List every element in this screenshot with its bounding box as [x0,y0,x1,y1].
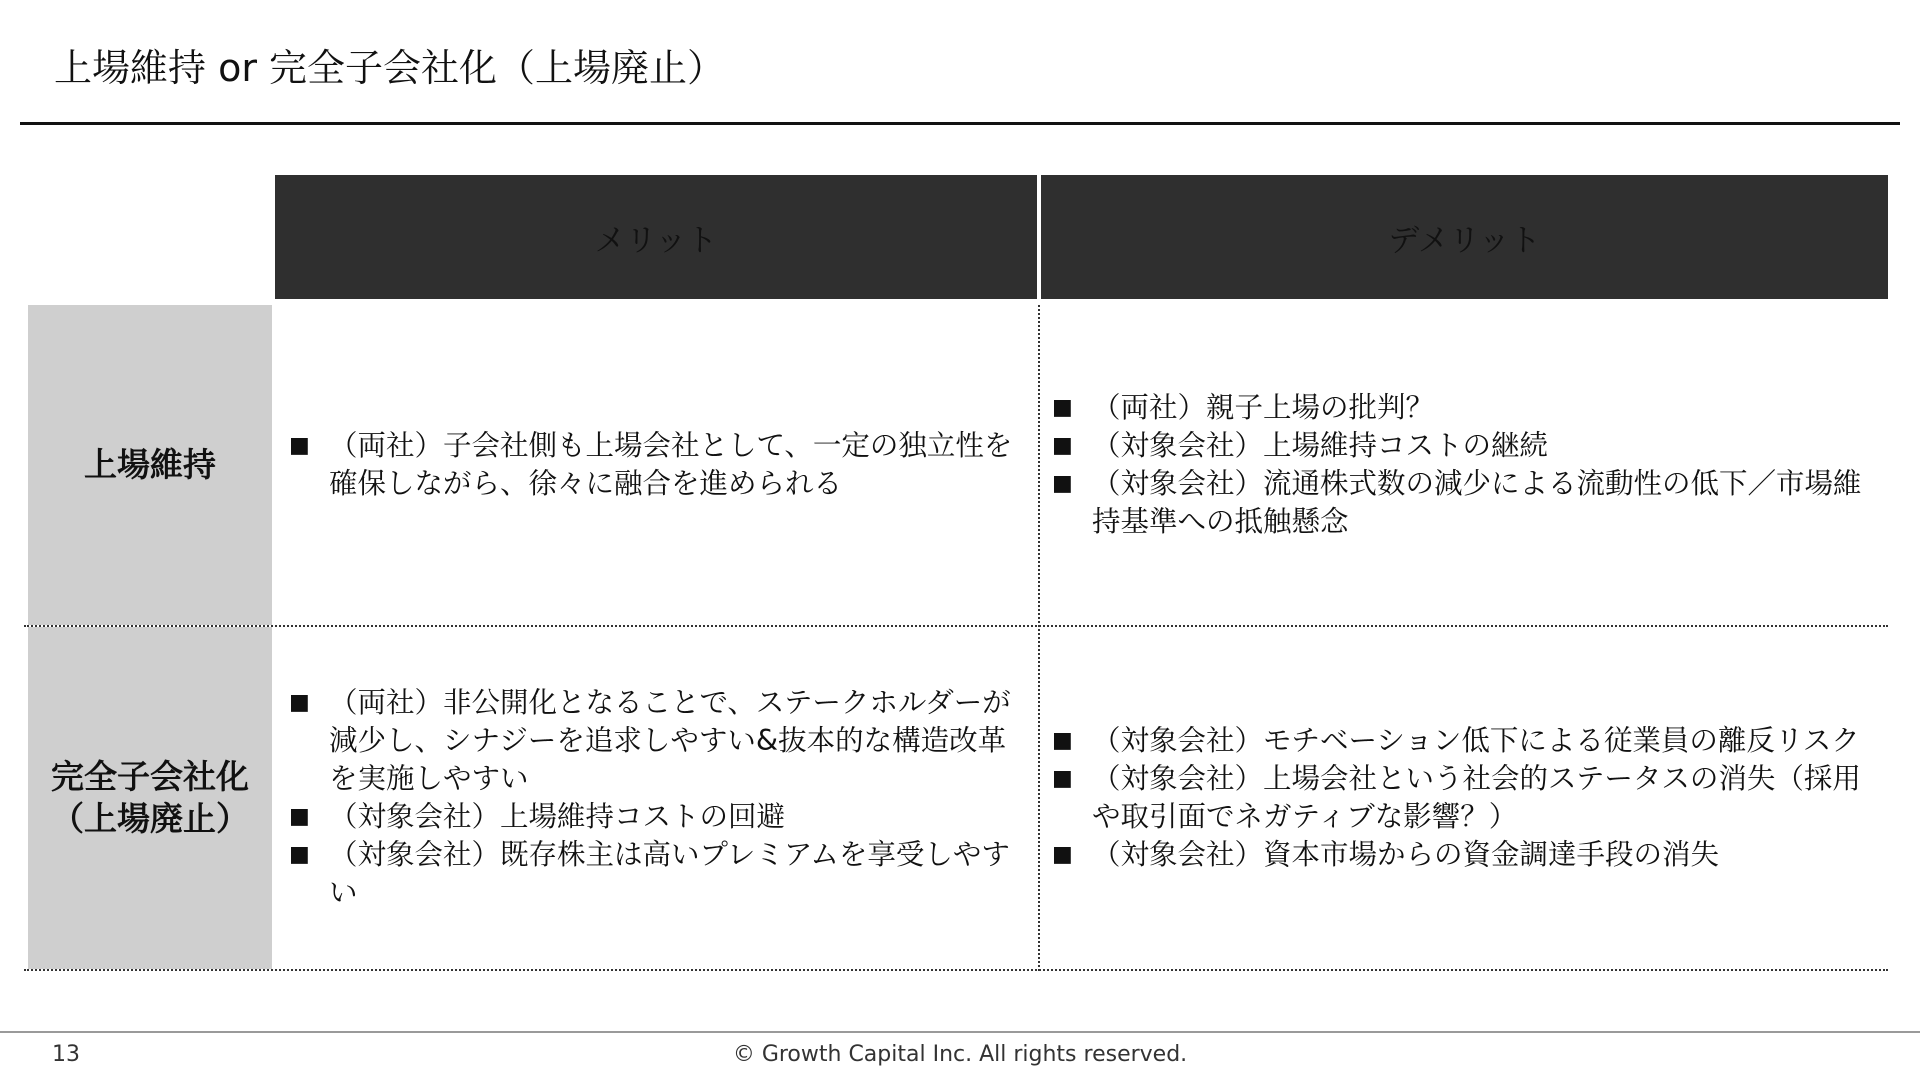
row-label-full-subsidiary [28,627,272,969]
bullet-square-icon: ■ [289,433,310,458]
list-item [1044,836,1888,874]
merit-list [281,427,1034,503]
bullet-square-icon: ■ [1052,728,1073,753]
merit-list [281,684,1034,912]
demerit-list [1044,722,1888,874]
page-title: 上場維持 or 完全子会社化（上場廃止） [54,46,726,90]
row-label-line: 上場維持 [84,445,216,484]
column-divider [1038,305,1040,971]
header-merit-label: メリット [594,222,718,259]
row-label-line: （上場廃止） [51,799,249,838]
list-item [1044,760,1888,836]
bullet-square-icon: ■ [1052,471,1073,496]
row-divider [24,625,1888,627]
list-item [1044,722,1888,760]
row-label-listing-maintained [28,305,272,625]
header-merit [275,175,1037,299]
list-item [281,684,1034,798]
list-item-text: （対象会社）流通株式数の減少による流動性の低下／市場維持基準への抵触懸念 [1092,467,1862,538]
list-item-text: （対象会社）資本市場からの資金調達手段の消失 [1092,838,1720,871]
header-demerit [1041,175,1888,299]
bullet-square-icon: ■ [1052,842,1073,867]
list-item-text: （対象会社）上場維持コストの回避 [329,800,786,833]
header-demerit-label: デメリット [1388,222,1541,259]
list-item-text: （対象会社）モチベーション低下による従業員の離反リスク [1092,724,1860,757]
title-underline [20,122,1900,125]
cell-listing-maintained-merits [281,305,1034,625]
list-item [281,427,1034,503]
list-item [281,836,1034,912]
bullet-square-icon: ■ [1052,766,1073,791]
table-bottom-border [24,969,1888,971]
list-item [1044,465,1888,541]
cell-listing-maintained-demerits [1044,305,1888,625]
list-item-text: （両社）親子上場の批判？ [1092,391,1435,424]
list-item-text: （両社）子会社側も上場会社として、一定の独立性を確保しながら、徐々に融合を進められる [329,429,1013,500]
page-number: 13 [52,1042,80,1067]
cell-full-subsidiary-merits [281,627,1034,969]
demerit-list [1044,389,1888,541]
list-item [281,798,1034,836]
list-item [1044,389,1888,427]
list-item [1044,427,1888,465]
list-item-text: （両社）非公開化となることで、ステークホルダーが減少し、シナジーを追求しやすい&抜本的な構造改革を実施しやすい [329,686,1011,795]
list-item-text: （対象会社）上場維持コストの継続 [1092,429,1549,462]
bullet-square-icon: ■ [1052,395,1073,420]
footer-rule [0,1031,1920,1033]
row-label-line: 完全子会社化 [51,757,249,796]
cell-full-subsidiary-demerits [1044,627,1888,969]
bullet-square-icon: ■ [289,690,310,715]
list-item-text: （対象会社）上場会社という社会的ステータスの消失（採用や取引面でネガティブな影響？） [1092,762,1861,833]
bullet-square-icon: ■ [1052,433,1073,458]
bullet-square-icon: ■ [289,842,310,867]
bullet-square-icon: ■ [289,804,310,829]
copyright: © Growth Capital Inc. All rights reserved. [732,1042,1188,1067]
list-item-text: （対象会社）既存株主は高いプレミアムを享受しやすい [329,838,1010,909]
